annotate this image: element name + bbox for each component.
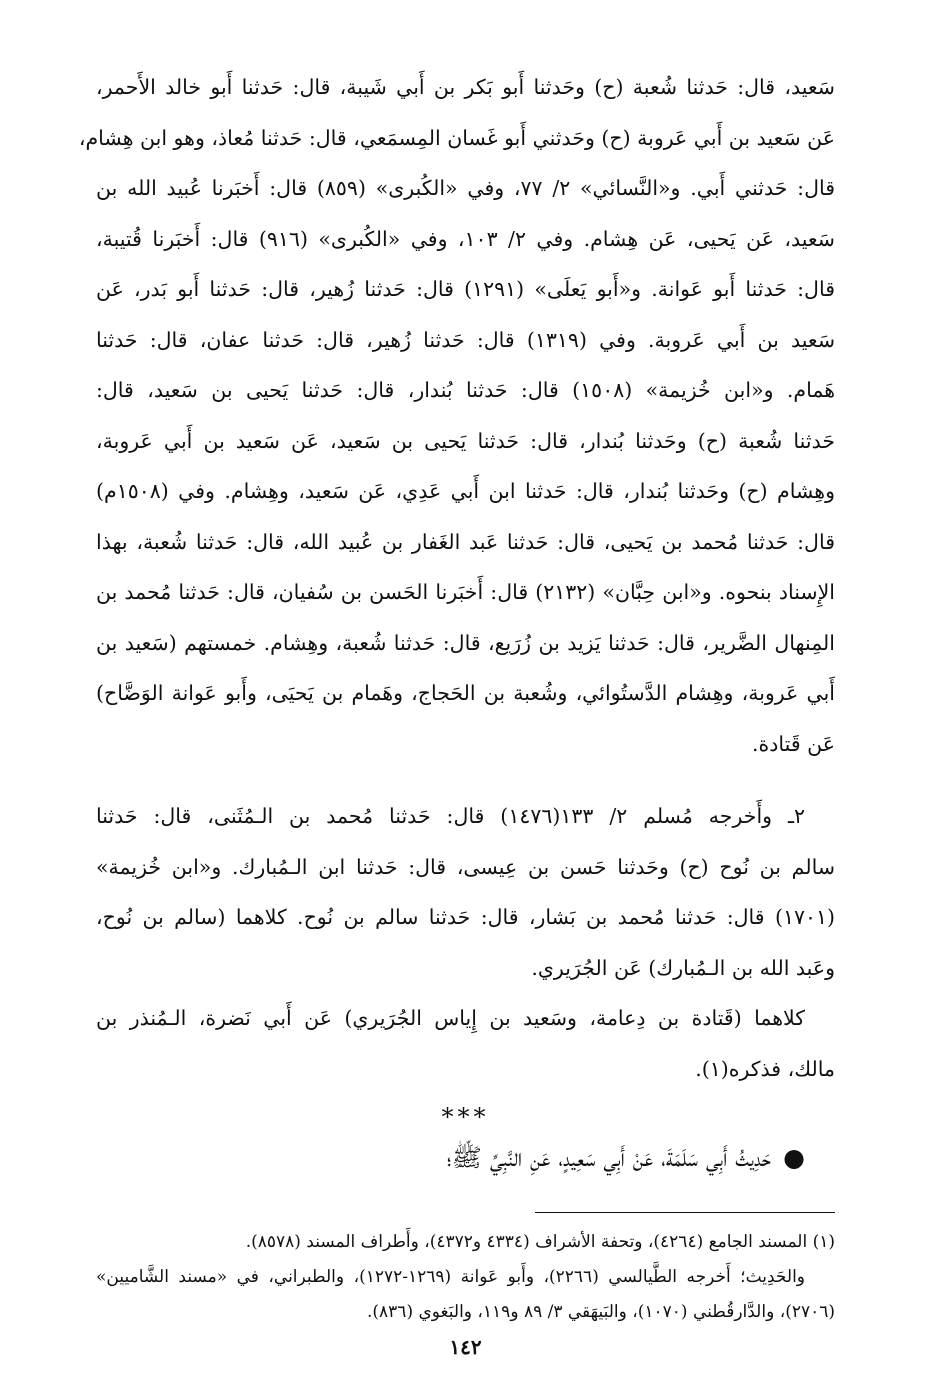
text-line: قال: حَدثنا مُحمد بن يَحيى، قال: حَدثنا عَبد الغَفار بن عُبيد الله، قال: حَدثنا شُعبة، بهذا xyxy=(96,529,836,554)
text-line: وعَبد الله بن الـمُبارك) عَن الجُرَيري. xyxy=(531,955,835,980)
text-line: كلاهما (قَتادة بن دِعامة، وسَعيد بن إِياس الجُرَيري) عَن أَبي نَضرة، الـمُنذر بن xyxy=(96,1006,805,1030)
text-line: عَن قَتادة. xyxy=(752,731,835,756)
text-line: قال: حَدثني أَبي. و«النَّسائي» ٢/ ٧٧، وفي «الكُبرى» (٨٥٩) قال: أَخبَرنا عُبيد الله بن xyxy=(96,176,836,200)
text-line: سالم بن نُوح (ح) وحَدثنا حَسن بن عِيسى، قال: حَدثنا ابن الـمُبارك. و«ابن خُزيمة» xyxy=(96,854,835,879)
section-heading xyxy=(96,1136,835,1180)
text-line: (١٧٠١) قال: حَدثنا مُحمد بن بَشار، قال: حَدثنا سالم بن نُوح. كلاهما (سالم بن نُوح، xyxy=(96,905,835,929)
text-line: الإِسناد بنحوه. و«ابن حِبَّان» (٢١٣٢) قال: أَخبَرنا الحَسن بن سُفيان، قال: حَدثنا مُحمد بن xyxy=(96,580,835,604)
text-line: وهِشام (ح) وحَدثنا بُندار، قال: حَدثنا ابن أَبي عَدِي، عَن سَعيد، وهِشام. وفي (١٥٠٨م) xyxy=(96,479,835,503)
section-separator: *** xyxy=(441,1103,490,1131)
text-line: سَعيد، عَن يَحيى، عَن هِشام. وفي ٢/ ١٠٣، وفي «الكُبرى» (٩١٦) قال: أَخبَرنا قُتيبة، xyxy=(96,226,835,251)
section-heading-text: حَدِيثُ أَبِي سَلَمَةَ، عَنْ أَبِي سَعِيدٍ، عَنِ النَّبِيِّ ﷺ؛ xyxy=(446,1143,772,1172)
text-line: حَدثنا شُعبة (ح) وحَدثنا بُندار، قال: حَدثنا يَحيى بن سَعيد، عَن سَعيد بن أَبي عَروبة، xyxy=(96,428,835,453)
text-line: هَمام. و«ابن خُزيمة» (١٥٠٨) قال: حَدثنا بُندار، قال: حَدثنا يَحيى بن سَعيد، قال: xyxy=(96,378,836,402)
footnote-line: (٢٧٠٦)، والدَّارقُطني (١٠٧٠)، والبَيهَقي ٣/ ٨٩ و١١٩، والبَغوي (٨٣٦). xyxy=(366,1302,835,1322)
footnotes xyxy=(96,1225,835,1330)
paragraph-2 xyxy=(96,791,835,993)
text-line: عَن سَعيد بن أَبي عَروبة (ح) وحَدثني أَبو غَسان المِسمَعي، قال: حَدثنا مُعاذ، وهو ابن هِشام، xyxy=(78,125,835,150)
text-line: المِنهال الضَّرير، قال: حَدثنا يَزيد بن زُرَيع، قال: حَدثنا شُعبة، وهِشام. خمستهم (سَعيد بن xyxy=(96,630,835,655)
footnote-line: والحَدِيث؛ أَخرجه الطَّيالسي (٢٢٦٦)، وأَبو عَوانة (١٢٦٩-١٢٧٢)، والطبراني، في «مسند الشَّاميين» xyxy=(96,1267,806,1287)
text-line: قال: حَدثنا أَبو عَوانة. و«أَبو يَعلَى» (١٢٩١) قال: حَدثنا زُهير، قال: حَدثنا أَبو بَدر، عَن xyxy=(96,277,835,301)
footnote-divider xyxy=(535,1212,835,1213)
text-line: أَبي عَروبة، وهِشام الدَّستُوائي، وشُعبة بن الحَجاج، وهَمام بن يَحيَى، وأَبو عَوانة الوَضَّاح) xyxy=(96,681,835,705)
paragraph-1 xyxy=(78,62,836,769)
page-number: ١٤٢ xyxy=(449,1335,482,1359)
bullet-icon: ● xyxy=(783,1143,805,1172)
paragraph-3 xyxy=(96,993,835,1094)
text-line: سَعيد، قال: حَدثنا شُعبة (ح) وحَدثنا أَبو بَكر بن أَبي شَيبة، قال: حَدثنا أَبو خالد الأَحمر، xyxy=(96,75,835,99)
text-line: سَعيد بن أَبي عَروبة. وفي (١٣١٩) قال: حَدثنا زُهير، قال: حَدثنا عفان، قال: حَدثنا xyxy=(96,327,835,352)
text-line: مالك، فذكره(١). xyxy=(695,1056,835,1081)
footnote-line: (١) المسند الجامع (٤٢٦٤)، وتحفة الأشراف (٤٣٣٤ و٤٣٧٢)، وأَطراف المسند (٨٥٧٨). xyxy=(245,1232,835,1252)
text-line: ٢ـ وأَخرجه مُسلم ٢/ ١٣٣(١٤٧٦) قال: حَدثنا مُحمد بن الـمُثَنى، قال: حَدثنا xyxy=(96,804,805,828)
